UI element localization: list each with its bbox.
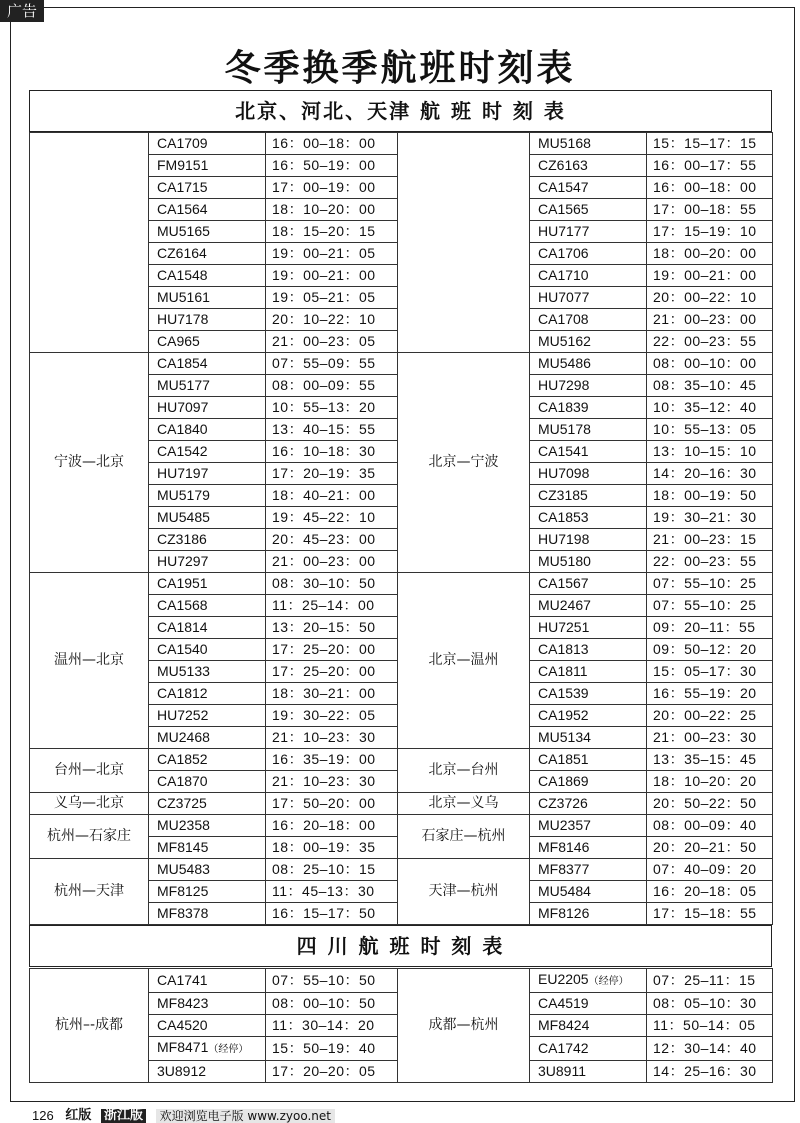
- flight-code: MU5485: [157, 509, 210, 525]
- flight-code: CA1840: [157, 421, 208, 437]
- flight-number: [530, 705, 647, 727]
- flight-number: [530, 177, 647, 199]
- flight-time: 18：15–20：15: [266, 221, 398, 243]
- flight-number: [149, 331, 266, 353]
- flight-time: 16：00–17：55: [647, 155, 773, 177]
- flight-code: MU5178: [538, 421, 591, 437]
- flight-time: 18：00–20：00: [647, 243, 773, 265]
- flight-time: 11：30–14：20: [266, 1015, 398, 1037]
- flight-code: HU7098: [538, 465, 590, 481]
- flight-time: 22：00–23：55: [647, 331, 773, 353]
- flight-number: [530, 727, 647, 749]
- route-outbound: 温州—北京: [30, 573, 149, 749]
- flight-code: MU5483: [157, 861, 210, 877]
- flight-time: 17：00–18：55: [647, 199, 773, 221]
- flight-number: [530, 881, 647, 903]
- flight-time: 22：00–23：55: [647, 551, 773, 573]
- flight-number: [149, 1015, 266, 1037]
- flight-time: 11：50–14：05: [647, 1015, 773, 1037]
- timetable-sichuan: [29, 968, 773, 1083]
- flight-time: 20：45–23：00: [266, 529, 398, 551]
- flight-time: 18：10–20：00: [266, 199, 398, 221]
- flight-number: [530, 265, 647, 287]
- flight-time: 11：25–14：00: [266, 595, 398, 617]
- flight-code: CA1710: [538, 267, 589, 283]
- flight-time: 14：25–16：30: [647, 1061, 773, 1083]
- flight-number: [149, 859, 266, 881]
- flight-time: 07：55–09：55: [266, 353, 398, 375]
- flight-code: CA1814: [157, 619, 208, 635]
- flight-time: 21：10–23：30: [266, 771, 398, 793]
- flight-time: 19：00–21：00: [266, 265, 398, 287]
- flight-number: [149, 1061, 266, 1083]
- flight-number: [149, 705, 266, 727]
- flight-time: 13：20–15：50: [266, 617, 398, 639]
- flight-time: 16：50–19：00: [266, 155, 398, 177]
- flight-code: CA1853: [538, 509, 589, 525]
- flight-code: CA1709: [157, 135, 208, 151]
- flight-code: MU5486: [538, 355, 591, 371]
- flight-code: EU2205: [538, 971, 589, 987]
- flight-number: [530, 463, 647, 485]
- flight-number: [530, 837, 647, 859]
- flight-code: MU5162: [538, 333, 591, 349]
- flight-time: 07：55–10：25: [647, 595, 773, 617]
- flight-time: 16：35–19：00: [266, 749, 398, 771]
- flight-number: [149, 463, 266, 485]
- route-return: 北京—义乌: [398, 793, 530, 815]
- flight-number: [149, 353, 266, 375]
- flight-time: 21：00–23：00: [647, 309, 773, 331]
- flight-code: 3U8912: [157, 1063, 207, 1079]
- flight-number: [149, 617, 266, 639]
- flight-time: 19：45–22：10: [266, 507, 398, 529]
- flight-time: 19：05–21：05: [266, 287, 398, 309]
- flight-time: 09：50–12：20: [647, 639, 773, 661]
- flight-number: [530, 903, 647, 925]
- flight-time: 17：15–18：55: [647, 903, 773, 925]
- flight-code: CZ6163: [538, 157, 588, 173]
- route-return: 北京—宁波: [398, 353, 530, 573]
- flight-code: MU5133: [157, 663, 210, 679]
- edition-label: 红版: [65, 1107, 92, 1123]
- flight-code: CA1542: [157, 443, 208, 459]
- flight-time: 20：20–21：50: [647, 837, 773, 859]
- flight-number: [530, 595, 647, 617]
- flight-time: 16：55–19：20: [647, 683, 773, 705]
- flight-time: 21：10–23：30: [266, 727, 398, 749]
- flight-number: [149, 485, 266, 507]
- flight-code: CA1539: [538, 685, 589, 701]
- flight-code: MF8146: [538, 839, 590, 855]
- route-outbound: 宁波—北京: [30, 353, 149, 573]
- flight-code: CZ3726: [538, 795, 588, 811]
- route-return: 石家庄—杭州: [398, 815, 530, 859]
- flight-code: MU5484: [538, 883, 591, 899]
- flight-number: [530, 155, 647, 177]
- flight-code: CA1839: [538, 399, 589, 415]
- flight-time: 07：25–11：15: [647, 969, 773, 993]
- flight-number: [149, 683, 266, 705]
- flight-time: 15：15–17：15: [647, 133, 773, 155]
- flight-code: CA965: [157, 333, 200, 349]
- flight-number: [149, 595, 266, 617]
- flight-time: 08：00–10：50: [266, 993, 398, 1015]
- table-row: [30, 573, 773, 595]
- stopover-note: （经停）: [588, 976, 629, 987]
- flight-code: CA1547: [538, 179, 589, 195]
- flight-number: [530, 639, 647, 661]
- flight-time: 08：25–10：15: [266, 859, 398, 881]
- flight-number: [149, 441, 266, 463]
- flight-number: [149, 1037, 266, 1061]
- flight-code: CZ3725: [157, 795, 207, 811]
- flight-code: CA1852: [157, 751, 208, 767]
- flight-number: [530, 551, 647, 573]
- flight-code: MU5134: [538, 729, 591, 745]
- flight-time: 20：50–22：50: [647, 793, 773, 815]
- flight-time: 17：25–20：00: [266, 661, 398, 683]
- stopover-note: （经停）: [208, 1044, 249, 1055]
- flight-time: 13：40–15：55: [266, 419, 398, 441]
- ad-label: 广告: [0, 0, 44, 22]
- flight-code: MF8378: [157, 905, 209, 921]
- flight-number: [530, 793, 647, 815]
- flight-code: CZ3186: [157, 531, 207, 547]
- flight-number: [149, 133, 266, 155]
- flight-time: 16：20–18：05: [647, 881, 773, 903]
- flight-code: CA1812: [157, 685, 208, 701]
- page-number: 126: [32, 1107, 54, 1123]
- table-row: [30, 969, 773, 993]
- flight-code: CA1952: [538, 707, 589, 723]
- flight-number: [149, 639, 266, 661]
- flight-code: HU7297: [157, 553, 209, 569]
- page-title: 冬季换季航班时刻表: [224, 48, 576, 89]
- flight-code: HU7251: [538, 619, 590, 635]
- flight-time: 13：10–15：10: [647, 441, 773, 463]
- flight-time: 08：00–10：00: [647, 353, 773, 375]
- flight-time: 18：40–21：00: [266, 485, 398, 507]
- flight-time: 16：00–18：00: [266, 133, 398, 155]
- flight-number: [530, 1037, 647, 1061]
- flight-code: MU5179: [157, 487, 210, 503]
- flight-code: HU7097: [157, 399, 209, 415]
- flight-time: 10：55–13：20: [266, 397, 398, 419]
- flight-number: [530, 419, 647, 441]
- flight-code: HU7198: [538, 531, 590, 547]
- flight-number: [149, 529, 266, 551]
- flight-number: [149, 155, 266, 177]
- flight-code: MF8377: [538, 861, 590, 877]
- flight-number: [530, 507, 647, 529]
- flight-number: [149, 551, 266, 573]
- flight-code: HU7298: [538, 377, 590, 393]
- flight-code: CA1568: [157, 597, 208, 613]
- flight-number: [530, 287, 647, 309]
- flight-number: [149, 287, 266, 309]
- flight-code: MF8424: [538, 1017, 590, 1033]
- flight-time: 18：00–19：50: [647, 485, 773, 507]
- flight-time: 08：00–09：40: [647, 815, 773, 837]
- flight-number: [530, 221, 647, 243]
- flight-number: [149, 419, 266, 441]
- flight-code: CA1813: [538, 641, 589, 657]
- flight-number: [149, 177, 266, 199]
- flight-number: [530, 529, 647, 551]
- flight-time: 11：45–13：30: [266, 881, 398, 903]
- flight-number: [530, 617, 647, 639]
- flight-code: CA1869: [538, 773, 589, 789]
- flight-number: [530, 375, 647, 397]
- flight-code: MU2467: [538, 597, 591, 613]
- flight-code: CA1708: [538, 311, 589, 327]
- table-row: [30, 793, 773, 815]
- flight-number: [149, 221, 266, 243]
- flight-code: MU5165: [157, 223, 210, 239]
- flight-time: 15：50–19：40: [266, 1037, 398, 1061]
- flight-code: HU7178: [157, 311, 209, 327]
- flight-time: 18：30–21：00: [266, 683, 398, 705]
- table-row: [30, 815, 773, 837]
- flight-code: HU7077: [538, 289, 590, 305]
- flight-number: [530, 331, 647, 353]
- flight-number: [530, 1061, 647, 1083]
- flight-time: 08：05–10：30: [647, 993, 773, 1015]
- flight-number: [149, 881, 266, 903]
- route-return: 北京—温州: [398, 573, 530, 749]
- flight-code: CA1541: [538, 443, 589, 459]
- flight-code: FM9151: [157, 157, 209, 173]
- flight-time: 17：50–20：00: [266, 793, 398, 815]
- flight-code: MU5177: [157, 377, 210, 393]
- flight-time: 18：10–20：20: [647, 771, 773, 793]
- route-return: 成都—杭州: [398, 969, 530, 1083]
- flight-number: [530, 573, 647, 595]
- flight-time: 21：00–23：00: [266, 551, 398, 573]
- flight-time: 18：00–19：35: [266, 837, 398, 859]
- flight-number: [149, 837, 266, 859]
- flight-number: [530, 133, 647, 155]
- route-outbound: 杭州—天津: [30, 859, 149, 925]
- flight-code: HU7197: [157, 465, 209, 481]
- flight-code: MF8423: [157, 995, 209, 1011]
- flight-number: [530, 993, 647, 1015]
- section-header-beijing: 北京、河北、天津 航 班 时 刻 表: [29, 90, 772, 132]
- flight-number: [149, 749, 266, 771]
- flight-number: [530, 683, 647, 705]
- flight-code: 3U8911: [538, 1063, 587, 1079]
- flight-time: 14：20–16：30: [647, 463, 773, 485]
- flight-code: MU2468: [157, 729, 210, 745]
- flight-time: 20：10–22：10: [266, 309, 398, 331]
- flight-time: 19：30–21：30: [647, 507, 773, 529]
- flight-code: CA1811: [538, 663, 588, 679]
- flight-code: CA1564: [157, 201, 208, 217]
- route-outbound: 杭州–-成都: [30, 969, 149, 1083]
- flight-time: 17：25–20：00: [266, 639, 398, 661]
- flight-code: MF8125: [157, 883, 209, 899]
- flight-number: [149, 903, 266, 925]
- flight-code: HU7252: [157, 707, 209, 723]
- route-outbound: 义乌—北京: [30, 793, 149, 815]
- table-row: [30, 353, 773, 375]
- flight-time: 17：20–19：35: [266, 463, 398, 485]
- flight-code: MF8471: [157, 1039, 209, 1055]
- flight-time: 19：00–21：00: [647, 265, 773, 287]
- flight-number: [530, 771, 647, 793]
- flight-number: [149, 309, 266, 331]
- flight-number: [530, 1015, 647, 1037]
- flight-time: 08：35–10：45: [647, 375, 773, 397]
- flight-code: MU2357: [538, 817, 591, 833]
- flight-time: 20：00–22：10: [647, 287, 773, 309]
- flight-number: [149, 573, 266, 595]
- flight-number: [530, 243, 647, 265]
- flight-code: CZ3185: [538, 487, 588, 503]
- table-row: [30, 749, 773, 771]
- flight-code: CA1715: [157, 179, 208, 195]
- flight-time: 19：30–22：05: [266, 705, 398, 727]
- route-outbound: [30, 133, 149, 353]
- flight-time: 19：00–21：05: [266, 243, 398, 265]
- flight-time: 21：00–23：15: [647, 529, 773, 551]
- flight-number: [149, 727, 266, 749]
- route-return: 北京—台州: [398, 749, 530, 793]
- flight-number: [149, 815, 266, 837]
- flight-time: 07：55–10：50: [266, 969, 398, 993]
- flight-number: [530, 815, 647, 837]
- flight-time: 13：35–15：45: [647, 749, 773, 771]
- flight-code: CA1548: [157, 267, 208, 283]
- flight-time: 10：55–13：05: [647, 419, 773, 441]
- table-row: [30, 133, 773, 155]
- flight-code: MU5161: [157, 289, 210, 305]
- flight-code: CA1540: [157, 641, 208, 657]
- flight-code: MF8126: [538, 905, 590, 921]
- flight-number: [149, 507, 266, 529]
- flight-time: 21：00–23：05: [266, 331, 398, 353]
- flight-number: [149, 265, 266, 287]
- flight-code: CA1870: [157, 773, 208, 789]
- flight-number: [530, 199, 647, 221]
- route-outbound: 台州—北京: [30, 749, 149, 793]
- flight-code: CA4519: [538, 995, 589, 1011]
- flight-time: 15：05–17：30: [647, 661, 773, 683]
- flight-number: [149, 375, 266, 397]
- flight-number: [149, 993, 266, 1015]
- flight-code: HU7177: [538, 223, 590, 239]
- flight-time: 16：00–18：00: [647, 177, 773, 199]
- flight-number: [530, 661, 647, 683]
- flight-number: [530, 441, 647, 463]
- flight-time: 21：00–23：30: [647, 727, 773, 749]
- table-row: [30, 859, 773, 881]
- flight-number: [530, 309, 647, 331]
- flight-code: CA1951: [157, 575, 208, 591]
- route-return: [398, 133, 530, 353]
- flight-time: 17：15–19：10: [647, 221, 773, 243]
- flight-time: 20：00–22：25: [647, 705, 773, 727]
- flight-number: [149, 199, 266, 221]
- flight-code: CA1851: [538, 751, 589, 767]
- flight-number: [149, 771, 266, 793]
- flight-time: 08：00–09：55: [266, 375, 398, 397]
- flight-number: [530, 859, 647, 881]
- flight-time: 12：30–14：40: [647, 1037, 773, 1061]
- route-outbound: 杭州—石家庄: [30, 815, 149, 859]
- flight-code: MU5168: [538, 135, 591, 151]
- flight-time: 07：55–10：25: [647, 573, 773, 595]
- region-label: 浙江版: [101, 1109, 146, 1123]
- flight-number: [530, 397, 647, 419]
- flight-code: CA1741: [157, 972, 208, 988]
- flight-time: 10：35–12：40: [647, 397, 773, 419]
- flight-number: [530, 969, 647, 993]
- flight-code: MF8145: [157, 839, 209, 855]
- flight-code: CA1742: [538, 1040, 589, 1056]
- page-footer: [32, 1108, 335, 1122]
- flight-number: [149, 397, 266, 419]
- flight-code: CZ6164: [157, 245, 207, 261]
- flight-code: CA4520: [157, 1017, 208, 1033]
- flight-code: CA1854: [157, 355, 208, 371]
- flight-number: [149, 243, 266, 265]
- flight-number: [530, 749, 647, 771]
- flight-time: 16：10–18：30: [266, 441, 398, 463]
- flight-code: CA1706: [538, 245, 589, 261]
- flight-time: 16：20–18：00: [266, 815, 398, 837]
- flight-code: CA1565: [538, 201, 589, 217]
- flight-number: [530, 353, 647, 375]
- section-header-sichuan: 四 川 航 班 时 刻 表: [29, 925, 772, 967]
- flight-number: [149, 793, 266, 815]
- flight-time: 17：20–20：05: [266, 1061, 398, 1083]
- promo-text: 欢迎浏览电子版 www.zyoo.net: [156, 1109, 335, 1123]
- flight-time: 17：00–19：00: [266, 177, 398, 199]
- flight-time: 09：20–11：55: [647, 617, 773, 639]
- timetable-beijing: [29, 132, 773, 925]
- flight-number: [149, 969, 266, 993]
- flight-code: MU2358: [157, 817, 210, 833]
- flight-number: [149, 661, 266, 683]
- flight-code: MU5180: [538, 553, 591, 569]
- route-return: 天津—杭州: [398, 859, 530, 925]
- flight-time: 16：15–17：50: [266, 903, 398, 925]
- flight-time: 08：30–10：50: [266, 573, 398, 595]
- flight-time: 07：40–09：20: [647, 859, 773, 881]
- flight-number: [530, 485, 647, 507]
- flight-code: CA1567: [538, 575, 589, 591]
